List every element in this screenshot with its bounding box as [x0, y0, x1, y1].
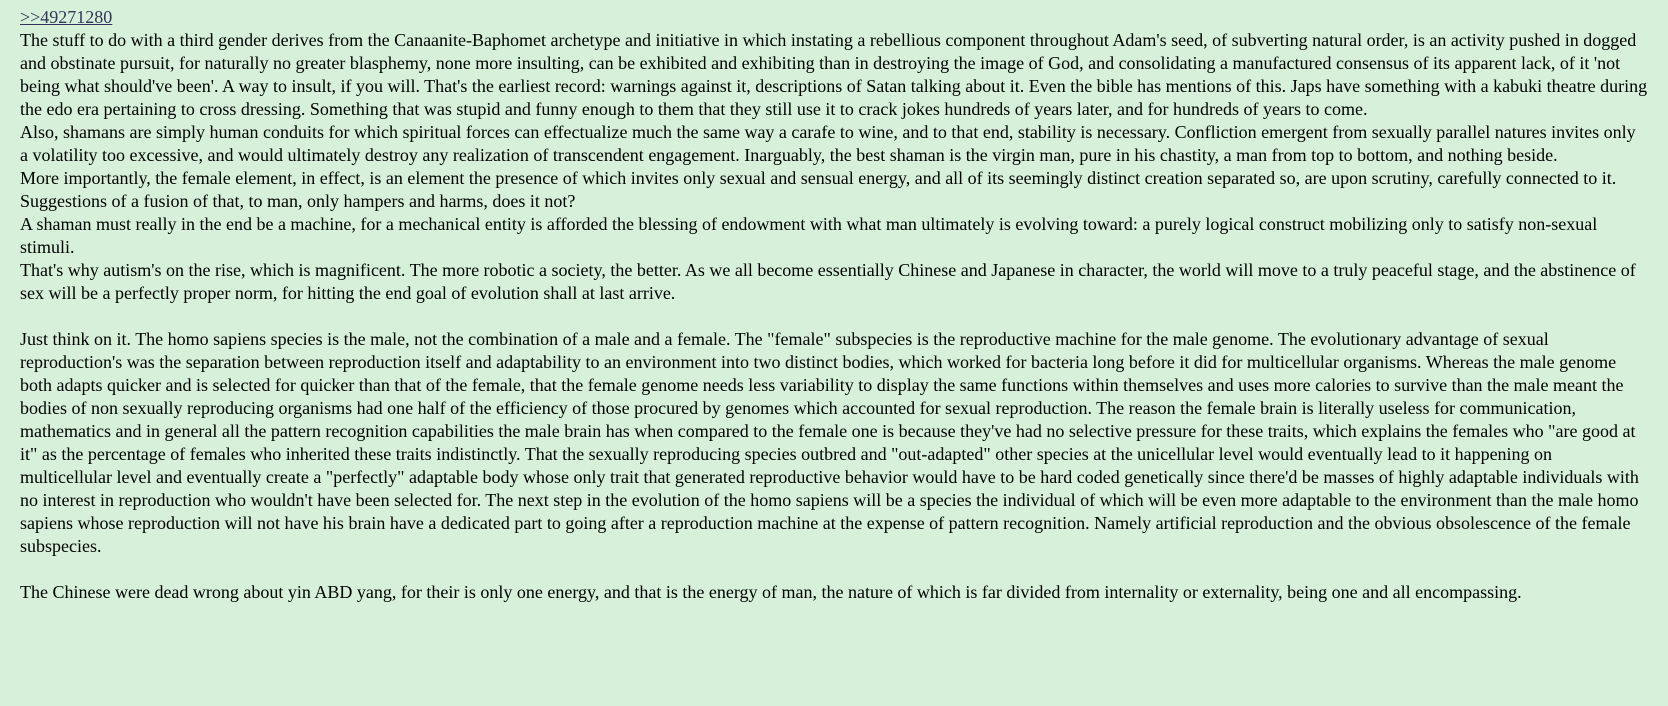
- post-paragraph-1: The stuff to do with a third gender derives from the Canaanite-Baphomet archetype and initiative in which instating a rebellious component throughout Adam's seed, of subverting natural order, is an activity pushed in dogged and obstinate pursuit, for naturally no greater blasphemy, none more insulting, can be exhibited and exhibiting than in destroying the image of God, and consolidating a manufactured consensus of its apparent lack, of it 'not being what should've been'. A way to insult, if you will. That's the earliest record: warnings against it, descriptions of Satan talking about it. Even the bible has mentions of this. Japs have something with a kabuki theatre during the edo era pertaining to cross dressing. Something that was stupid and funny enough to them that they still use it to crack jokes hundreds of years later, and for hundreds of years to come.: [20, 30, 1648, 119]
- post-paragraph-6: Just think on it. The homo sapiens species is the male, not the combination of a male and a female. The "female" subspecies is the reproductive machine for the male genome. The evolutionary advantage of sexual reproduction's was the separation between reproduction itself and adaptability to an environment into two distinct bodies, which worked for bacteria long before it did for multicellular organisms. Whereas the male genome both adapts quicker and is selected for quicker than that of the female, that the female genome needs less variability to display the same functions within themselves and uses more calories to survive than the male meant the bodies of non sexually reproducing organisms had one half of the efficiency of those procured by genomes which accounted for sexual reproduction. The reason the female brain is literally useless for communication, mathematics and in general all the pattern recognition capabilities the male brain has when compared to the female one is because they've had no selective pressure for these traits, which explains the females who "are good at it" as the percentage of females who inherited these traits indistinctly. That the sexually reproducing species outbred and "out-adapted" other species at the unicellular level would eventually lead to it happening on multicellular level and eventually create a "perfectly" adaptable body whose only trait that generated reproductive behavior would have to be hard coded genetically since there'd be masses of highly adaptable individuals with no interest in reproduction who wouldn't have been selected for. The next step in the evolution of the homo sapiens will be a species the individual of which will be even more adaptable to the environment than the male homo sapiens whose reproduction will not have his brain have a dedicated part to going after a reproduction machine at the expense of pattern recognition. Namely artificial reproduction and the obvious obsolescence of the female subspecies.: [20, 329, 1639, 556]
- post-paragraph-7: The Chinese were dead wrong about yin ABD yang, for their is only one energy, and that is the energy of man, the nature of which is far divided from internality or externality, being one and all encompassing.: [20, 582, 1522, 602]
- post-paragraph-5: That's why autism's on the rise, which is magnificent. The more robotic a society, the better. As we all become essentially Chinese and Japanese in character, the world will move to a truly peaceful stage, and the abstinence of sex will be a perfectly proper norm, for hitting the end goal of evolution shall at last arrive.: [20, 260, 1636, 303]
- post-paragraph-3: More importantly, the female element, in effect, is an element the presence of which invites only sexual and sensual energy, and all of its seemingly distinct creation separated so, are upon scrutiny, carefully connected to it. Suggestions of a fusion of that, to man, only hampers and harms, does it not?: [20, 168, 1617, 211]
- post-paragraph-2: Also, shamans are simply human conduits for which spiritual forces can effectualize much the same way a carafe to wine, and to that end, stability is necessary. Confliction emergent from sexually parallel natures invites only a volatility too excessive, and would ultimately destroy any realization of transcendent engagement. Inarguably, the best shaman is the virgin man, pure in his chastity, a man from top to bottom, and nothing beside.: [20, 122, 1636, 165]
- paragraph-spacer: [20, 305, 1648, 328]
- post-paragraph-4: A shaman must really in the end be a machine, for a mechanical entity is afforded the blessing of endowment with what man ultimately is evolving toward: a purely logical construct mobilizing only to satisfy non-sexual stimuli.: [20, 214, 1598, 257]
- quote-link[interactable]: >>49271280: [20, 7, 113, 27]
- paragraph-spacer: [20, 558, 1648, 581]
